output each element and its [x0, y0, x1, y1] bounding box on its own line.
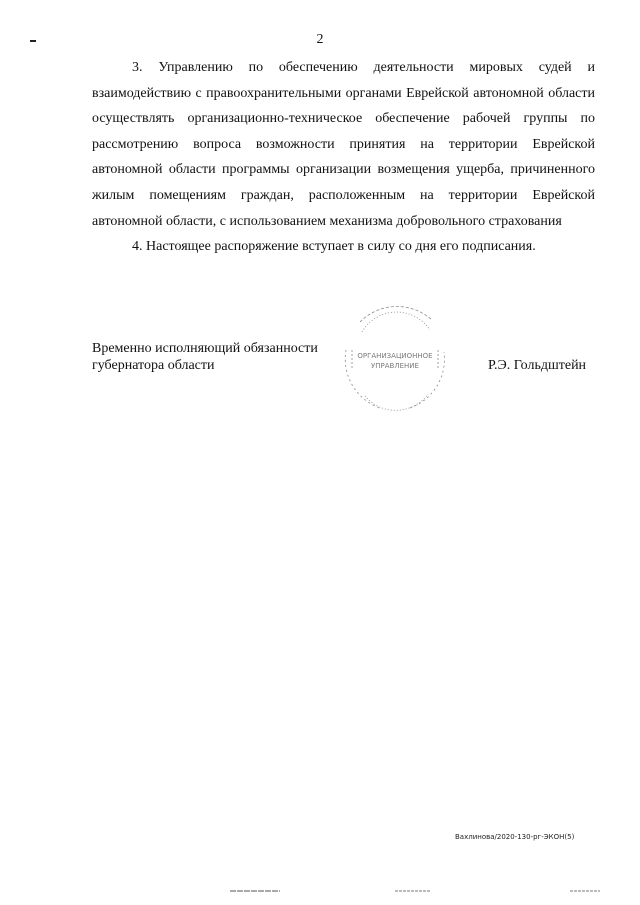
- document-body: [92, 55, 595, 260]
- stamp-text-line1: ОРГАНИЗАЦИОННОЕ: [357, 352, 433, 360]
- paragraph-4: 4. Настоящее распоряжение вступает в силу со дня его подписания.: [132, 239, 536, 255]
- page-number: 2: [316, 32, 324, 47]
- document-reference: Вахлинова/2020-130-рг-ЭКОН(5): [455, 833, 575, 841]
- signatory-title-line2: губернатора области: [92, 358, 215, 373]
- bottom-scan-lines: [0, 888, 640, 894]
- stamp-text-line2: УПРАВЛЕНИЕ: [371, 362, 419, 370]
- signatory-title-line1: Временно исполняющий обязанности: [92, 341, 318, 356]
- signatory-title: [92, 340, 318, 374]
- paragraph-3: 3. Управлению по обеспечению деятельности мировых судей и взаимодействию с правоохранительными органами Еврейской автономной области осуществлять организационно-техническое обеспечение рабочей группы по рассмотрению вопроса возможности принятия на территории Еврейской автономной области программы организации возмещения ущерба, причиненного жилым помещениям граждан, расположенным на территории Еврейской автономной области, с использованием механизма добровольного страхования: [92, 60, 595, 229]
- official-stamp: [340, 300, 450, 415]
- signatory-name: Р.Э. Гольдштейн: [488, 358, 587, 373]
